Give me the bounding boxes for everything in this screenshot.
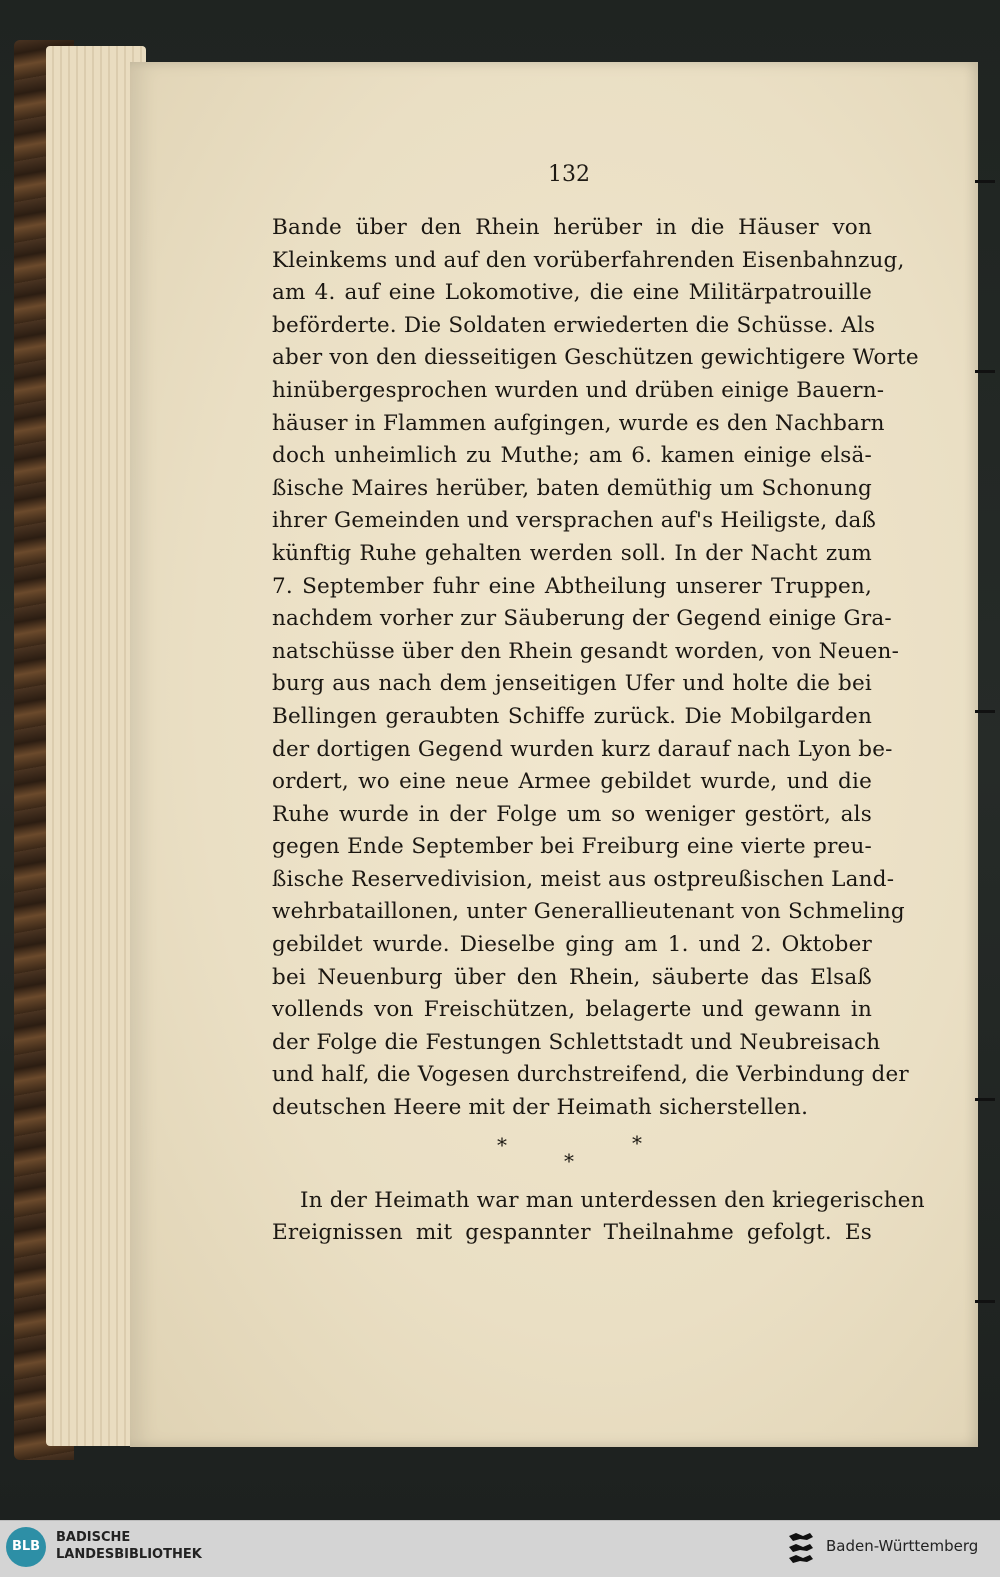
text-line: 7. September fuhr eine Abtheilung unserer Truppen, xyxy=(272,573,872,599)
text-line: nachdem vorher zur Säuberung der Gegend einige Gra- xyxy=(272,606,892,632)
text-line: natschüsse über den Rhein gesandt worden, von Neuen- xyxy=(272,638,900,664)
text-line: Bellingen geraubten Schiffe zurück. Die Mobilgarden xyxy=(272,703,872,729)
text-line: Ruhe wurde in der Folge um so weniger gestört, als xyxy=(272,801,872,827)
separator-asterisk: * xyxy=(564,1148,575,1173)
text-line: vollends von Freischützen, belagerte und gewann in xyxy=(272,997,872,1023)
text-line: wehrbataillonen, unter Generallieutenant von Schmeling xyxy=(272,899,905,925)
library-name-line1: BADISCHE xyxy=(56,1530,131,1545)
text-line: häuser in Flammen aufgingen, wurde es den Nachbarn xyxy=(272,410,885,436)
text-line: ßische Maires herüber, baten demüthig um Schonung xyxy=(272,475,872,501)
text-line: Bande über den Rhein herüber in die Häuser von xyxy=(272,215,872,240)
page-text xyxy=(272,212,925,1250)
text-line: deutschen Heere mit der Heimath sicherstellen. xyxy=(272,1095,809,1121)
text-line: ihrer Gemeinden und versprachen auf's Heiligste, daß xyxy=(272,508,877,534)
text-line: am 4. auf eine Lokomotive, die eine Militärpatrouille xyxy=(272,280,872,306)
section-separator xyxy=(272,1125,872,1185)
state-emblem-icon xyxy=(786,1530,816,1568)
blb-logo[interactable]: BLB xyxy=(6,1527,46,1567)
text-line: und half, die Vogesen durchstreifend, die Verbindung der xyxy=(272,1062,909,1088)
text-line: der Folge die Festungen Schlettstadt und Neubreisach xyxy=(272,1029,881,1055)
text-line: aber von den diesseitigen Geschützen gewichtigere Worte xyxy=(272,345,919,371)
text-line: gegen Ende September bei Freiburg eine vierte preu- xyxy=(272,834,872,860)
separator-asterisk: * xyxy=(497,1132,508,1157)
page-number: 132 xyxy=(548,162,590,187)
separator-asterisk: * xyxy=(632,1130,643,1155)
text-line: In der Heimath war man unterdessen den kriegerischen xyxy=(300,1187,925,1213)
book-page xyxy=(130,62,978,1447)
state-name[interactable]: Baden-Württemberg xyxy=(826,1537,979,1555)
footer-bar xyxy=(0,1520,1000,1577)
text-line: Ereignissen mit gespannter Theilnahme gefolgt. Es xyxy=(272,1220,872,1246)
text-line: doch unheimlich zu Muthe; am 6. kamen einige elsä- xyxy=(272,443,872,469)
text-line: bei Neuenburg über den Rhein, säuberte das Elsaß xyxy=(272,964,872,990)
library-name-line2: LANDESBIBLIOTHEK xyxy=(56,1547,202,1562)
text-line: burg aus nach dem jenseitigen Ufer und holte die bei xyxy=(272,671,872,697)
text-line: ordert, wo eine neue Armee gebildet wurde, und die xyxy=(272,769,872,795)
text-line: gebildet wurde. Dieselbe ging am 1. und 2. Oktober xyxy=(272,932,872,958)
text-line: künftig Ruhe gehalten werden soll. In der Nacht zum xyxy=(272,540,872,566)
text-line: ßische Reservedivision, meist aus ostpreußischen Land- xyxy=(272,866,895,892)
text-line: beförderte. Die Soldaten erwiederten die Schüsse. Als xyxy=(272,312,876,338)
text-line: der dortigen Gegend wurden kurz darauf nach Lyon be- xyxy=(272,736,893,762)
text-line: hinübergesprochen wurden und drüben einige Bauern- xyxy=(272,377,885,403)
library-name[interactable] xyxy=(56,1529,202,1563)
page-edge-marks xyxy=(975,0,1000,1520)
text-line: Kleinkems und auf den vorüberfahrenden Eisenbahnzug, xyxy=(272,247,905,273)
